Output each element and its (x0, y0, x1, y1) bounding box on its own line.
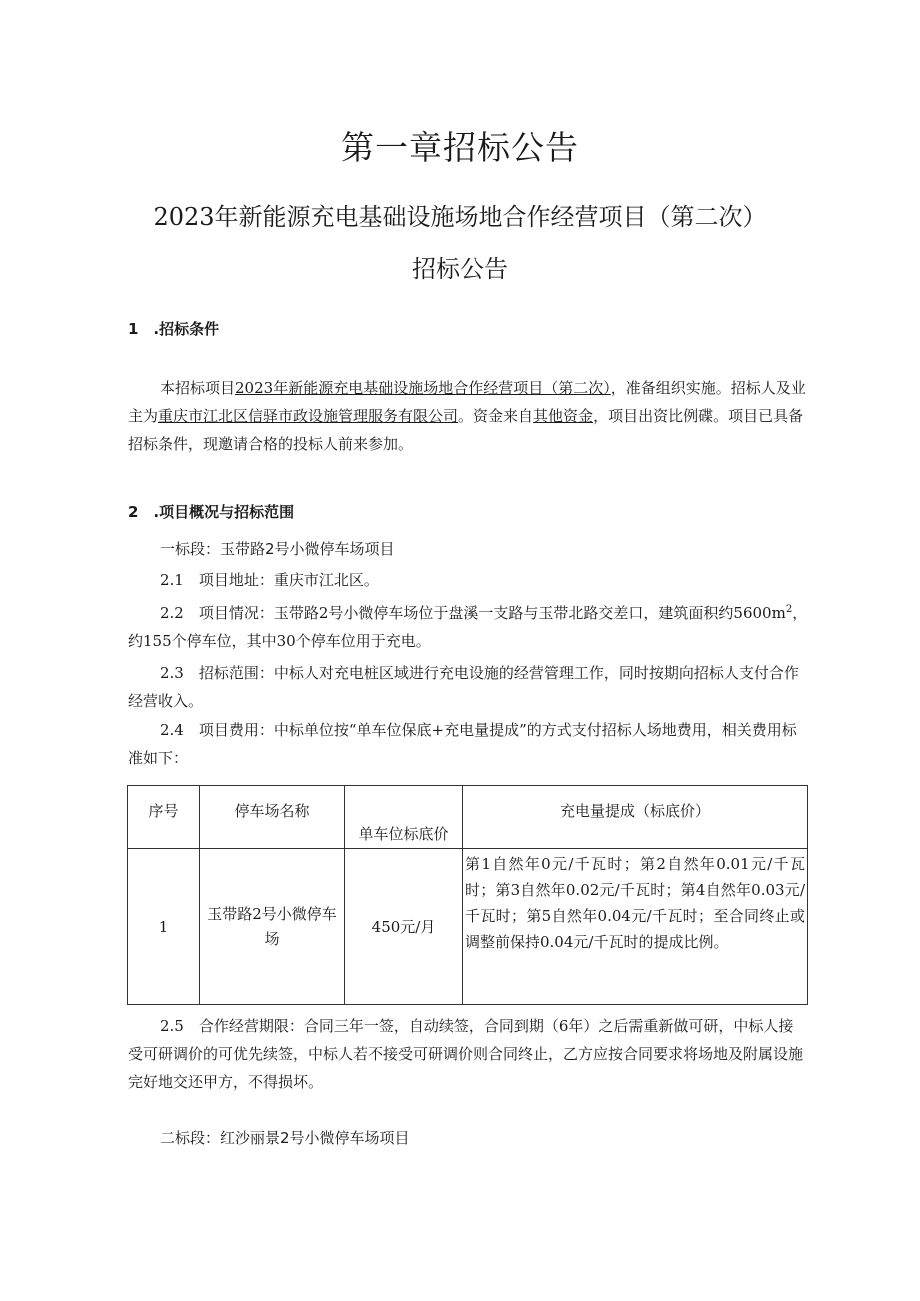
project-name-underlined: 2023年新能源充电基础设施场地合作经营项目（第二次） (235, 379, 611, 397)
item-2-3: 2.3 招标范围：中标人对充电桩区域进行充电设施的经营管理工作，同时按期向招标人支付合作经营收入。 (128, 664, 799, 710)
fee-table-header-row (128, 786, 808, 849)
table-row (128, 849, 808, 1005)
project-title: 2023年新能源充电基础设施场地合作经营项目（第二次） (153, 203, 767, 231)
cell-no: 1 (128, 849, 200, 1005)
owner-name-underlined: 重庆市江北区信驿市政设施管理服务有限公司 (158, 407, 459, 425)
lot-2-heading: 二标段：红沙丽景2号小微停车场项目 (160, 1129, 410, 1147)
cell-lot-name: 玉带路2号小微停车场 (200, 849, 345, 1005)
header-unit-price: 单车位标底价 (345, 786, 463, 849)
item-2-1: 2.1 项目地址：重庆市江北区。 (160, 571, 379, 589)
header-no: 序号 (128, 786, 200, 849)
notice-title: 招标公告 (412, 255, 508, 283)
lot-1-heading: 一标段：玉带路2号小微停车场项目 (160, 540, 395, 558)
item-2-2: 2.2 项目情况：玉带路2号小微停车场位于盘溪一支路与玉带北路交差口，建筑面积约$5600m^2$，约155个停车位，其中30个停车位用于充电。 (128, 604, 808, 650)
section-1-paragraph: 本招标项目2023年新能源充电基础设施场地合作经营项目（第二次），准备组织实施。招标人及业主为重庆市江北区信驿市政设施管理服务有限公司。资金来自其他资金，项目出资比例碟。项目已具备招标条件，现邀请合格的投标人前来参加。 (128, 379, 806, 453)
section-2-heading: 2 .项目概况与招标范围 (128, 503, 295, 521)
cell-unit-price: 450元/月 (345, 849, 463, 1005)
fee-table (127, 785, 808, 1005)
section-1-heading: 1 .招标条件 (128, 320, 220, 338)
chapter-title: 第一章招标公告 (341, 128, 579, 167)
item-2-5: 2.5 合作经营期限：合同三年一签，自动续签，合同到期（6年）之后需重新做可研，中标人接受可研调价的可优先续签，中标人若不接受可研调价则合同终止，乙方应按合同要求将场地及附属设施完好地交还甲方，不得损坏。 (128, 1017, 804, 1091)
item-2-4: 2.4 项目费用：中标单位按“单车位保底+充电量提成”的方式支付招标人场地费用，相关费用标准如下： (128, 721, 797, 767)
header-commission: 充电量提成（标底价） (463, 786, 808, 849)
header-lot-name: 停车场名称 (200, 786, 345, 849)
cell-commission: 第1自然年0元/千瓦时；第2自然年0.01元/千瓦时；第3自然年0.02元/千瓦时；第4自然年0.03元/千瓦时；第5自然年0.04元/千瓦时；至合同终止或调整前保持0.04元/千瓦时的提成比例。 (463, 849, 808, 1005)
fund-source-underlined: 其他资金 (533, 407, 594, 425)
